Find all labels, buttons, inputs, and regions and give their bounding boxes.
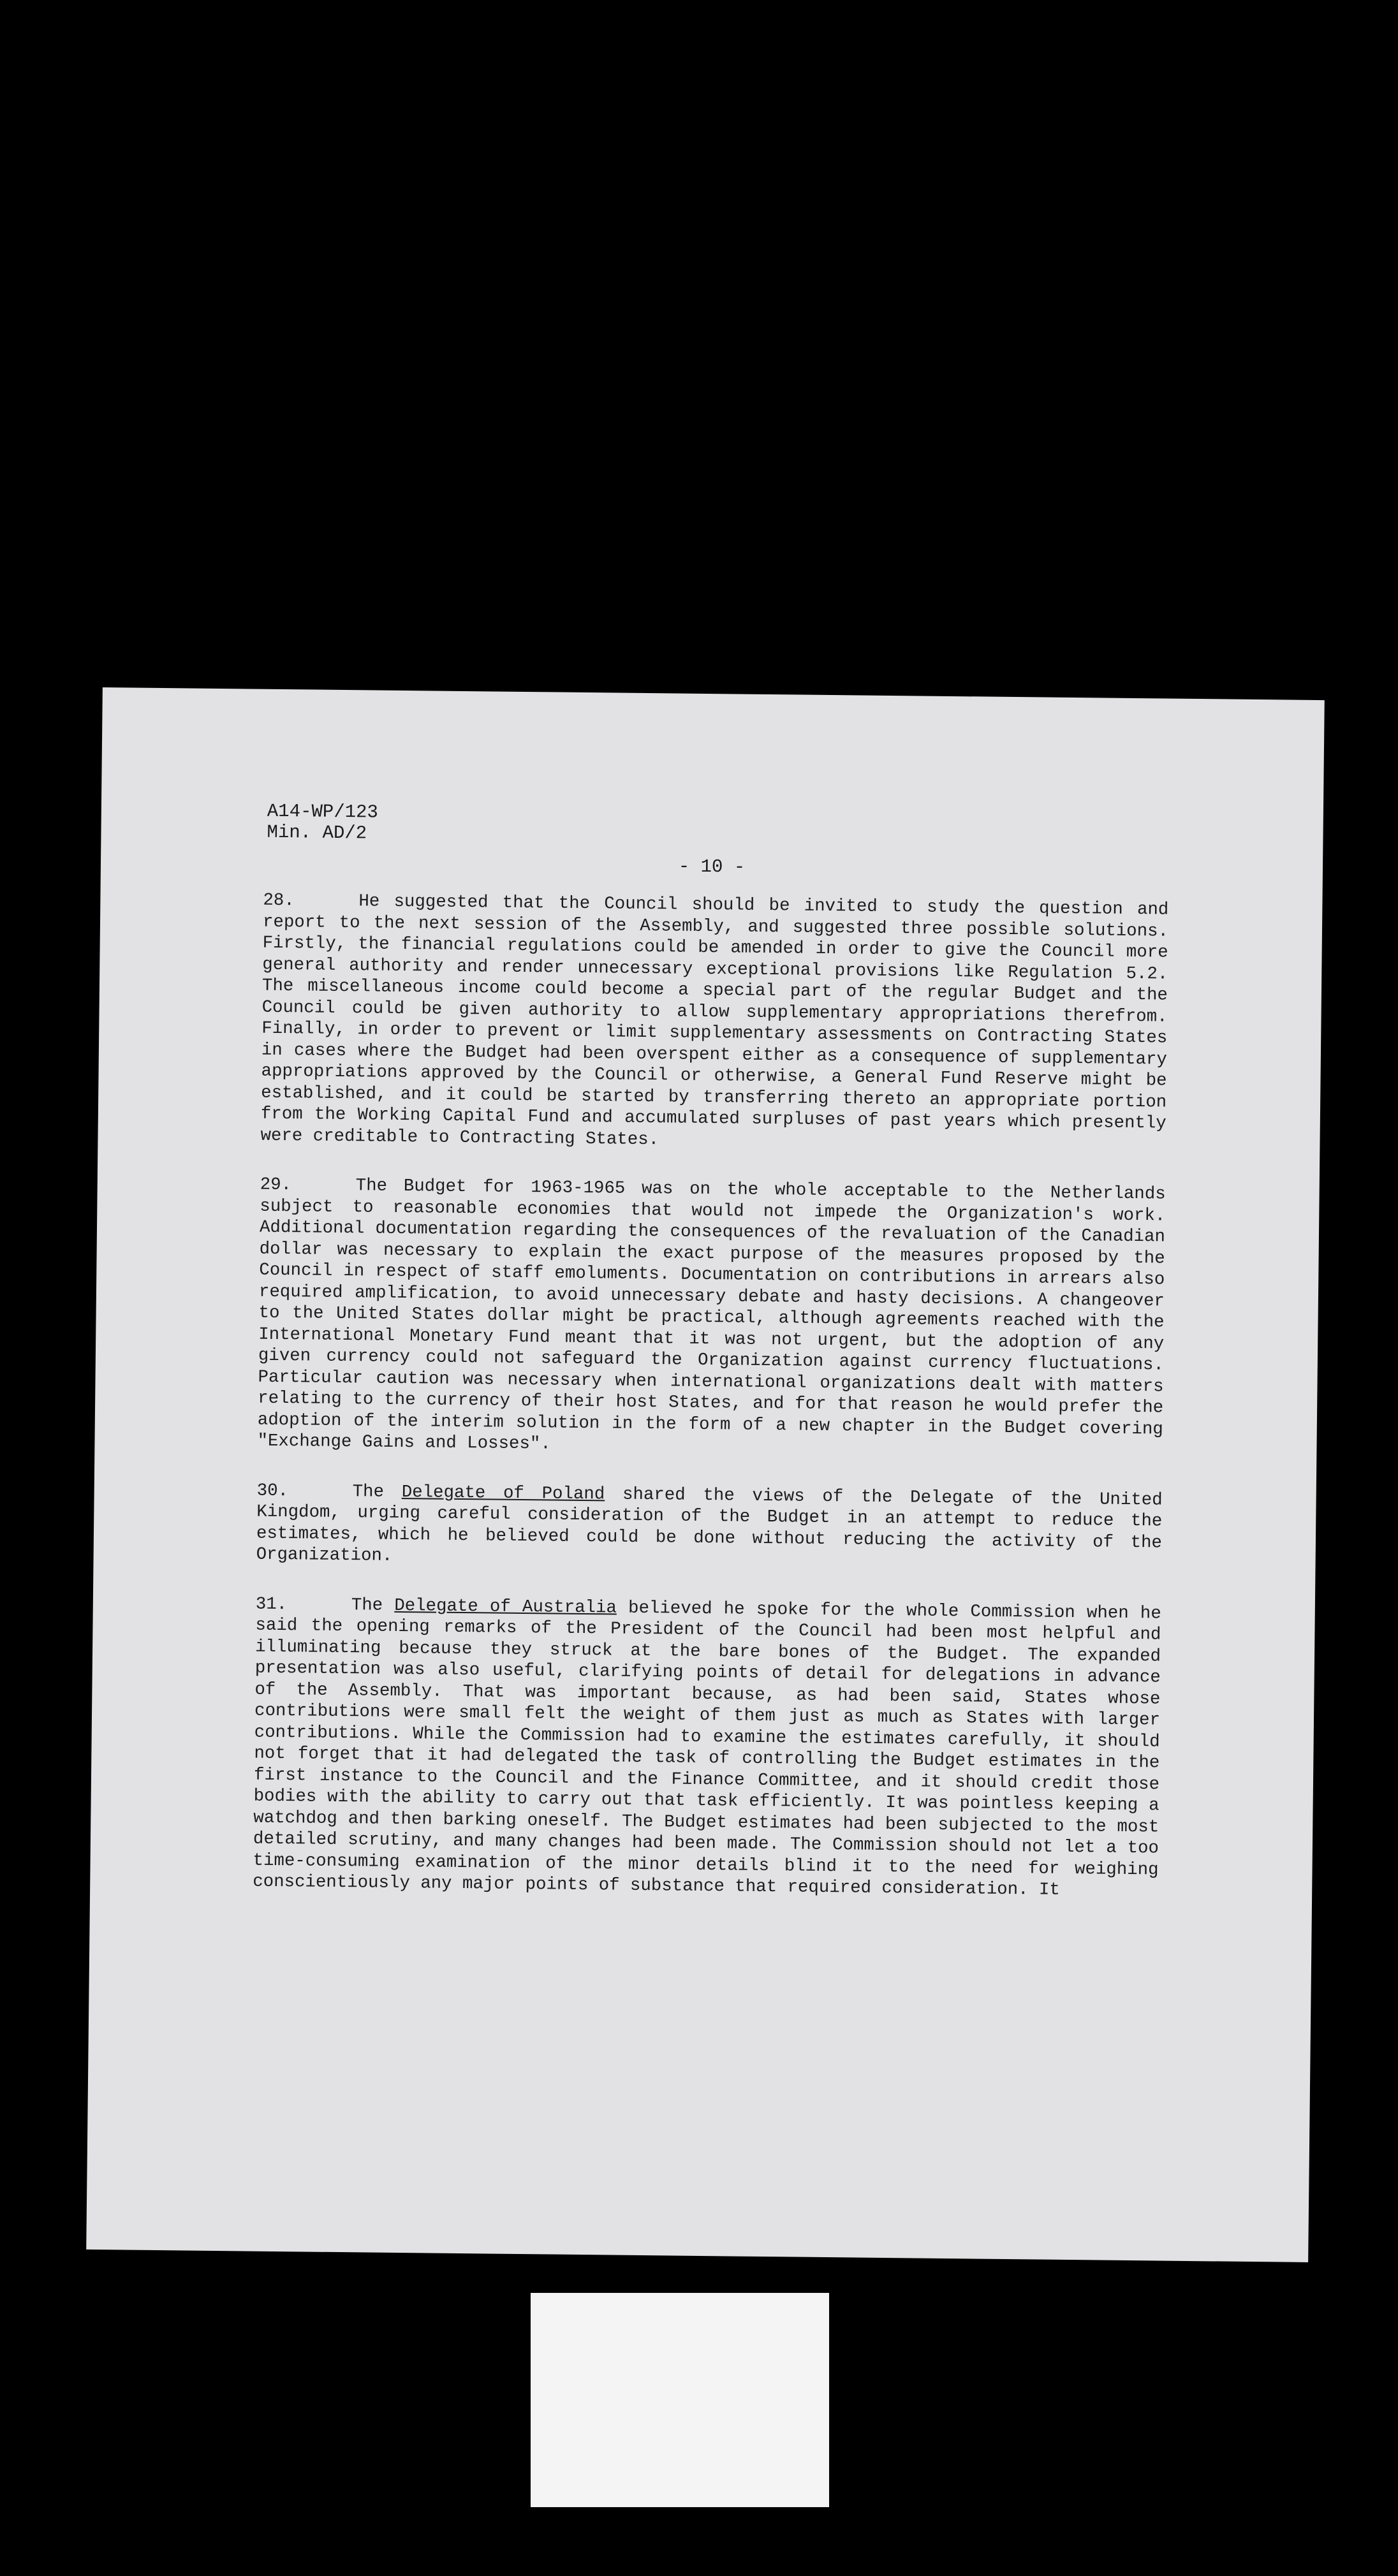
paragraph-number: 28.	[263, 890, 295, 911]
page-number: - 10 -	[678, 856, 746, 878]
speaker-name: Delegate of Australia	[394, 1595, 617, 1618]
speaker-name: Delegate of Poland	[401, 1482, 605, 1504]
paragraph-number: 30.	[256, 1481, 289, 1501]
paragraph-28	[260, 890, 1168, 1156]
blank-target-card	[531, 2293, 829, 2507]
paragraph-lead: The	[351, 1595, 395, 1616]
reference-code: A14-WP/123	[267, 800, 379, 823]
paragraph-text: The Budget for 1963-1965 was on the whole acceptable to the Netherlands subject to reasonable economies that would not impede the Organization's work. Additional documentation regarding the consequences of the revaluation of the Canadian dollar was necessary to explain the exact purpose of the measures proposed by the Council in respect of staff emoluments. Documentation on contributions in arrears also required amplification, to avoid unnecessary debate and hasty decisions. A changeover to the United States dollar might be practical, although agreements reached with the International Monetary Fund meant that it was not urgent, but the adoption of any given currency could not safeguard the Organization against currency fluctuations. Particular caution was necessary when international organizations dealt with matters relating to the currency of their host States, and for that reason he would prefer the adoption of the interim solution in the form of a new chapter in the Budget covering "Exchange Gains and Losses".	[257, 1176, 1166, 1454]
paragraph-text: believed he spoke for the whole Commission when he said the opening remarks of the President of the Council had been most helpful and illuminating because they struck at the bare bones of the Budget. The expanded presentation was also useful, clarifying points of detail for delegations in advance of the Assembly. That was important because, as had been said, States whose contributions were small felt the weight of them just as much as States with larger contributions. While the Commission had to examine the estimates carefully, it should not forget that it had delegated the task of controlling the Budget estimates in the first instance to the Council and the Finance Committee, and it should credit those bodies with the ability to carry out that task efficiently. It was pointless keeping a watchdog and then barking oneself. The Budget estimates had been subjected to the most detailed scrutiny, and many changes had been made. The Commission should not let a too time-consuming examination of the minor details blind it to the need for weighing conscientiously any major points of substance that required consideration. It	[253, 1598, 1161, 1900]
minutes-code: Min. AD/2	[267, 821, 367, 844]
document-reference	[267, 801, 378, 844]
paragraph-lead: The	[352, 1481, 402, 1502]
paragraph-31	[253, 1593, 1161, 1902]
paragraph-text: He suggested that the Council should be invited to study the question and report to the next session of the Assembly, and suggested three possible solutions. Firstly, the financial regulations could be amended in order to give the Council more general authority and render unnecessary exceptional provisions like Regulation 5.2. The miscellaneous income could become a special part of the regular Budget and the Council could be given authority to allow supplementary appropriations therefrom. Finally, in order to prevent or limit supplementary assessments on Contracting States in cases where the Budget had been overspent either as a consequence of supplementary appropriations approved by the Council or otherwise, a General Fund Reserve might be established, and it could be started by transferring thereto an appropriate portion from the Working Capital Fund and accumulated surpluses of past years which presently were creditable to Contracting States.	[260, 891, 1169, 1150]
paragraph-30	[256, 1480, 1162, 1575]
document-body	[253, 890, 1169, 1930]
paragraph-29	[257, 1175, 1165, 1461]
paragraph-number: 29.	[260, 1175, 292, 1196]
paragraph-number: 31.	[255, 1594, 288, 1614]
document-page	[86, 687, 1325, 2262]
paragraph-text: shared the views of the Delegate of the United Kingdom, urging careful consideration of the Budget in an attempt to reduce the estimates, which he believed could be done without reducing the activity of the Organization.	[256, 1484, 1163, 1566]
